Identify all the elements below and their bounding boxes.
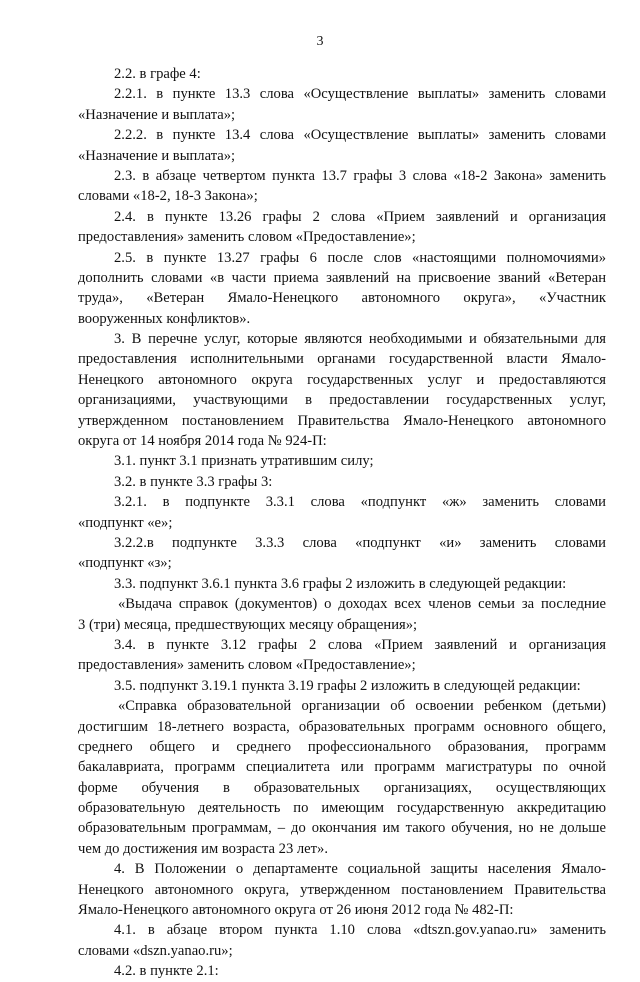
text-line: образовательным программам, – до окончания им такого обучения, но не дольше	[78, 820, 606, 837]
text-line: 2.2.1. в пункте 13.3 слова «Осуществление выплаты» заменить словами	[114, 86, 606, 103]
text-line: 2.2.2. в пункте 13.4 слова «Осуществление выплаты» заменить словами	[114, 127, 606, 144]
text-line: Ненецкого автономного округа государственных услуг и предоставляются	[78, 371, 606, 388]
text-line: 3.2.1. в подпункте 3.3.1 слова «подпункт «ж» заменить словами	[114, 494, 606, 511]
text-line: словами «18-2, 18-3 Закона»;	[78, 188, 258, 205]
text-line: чем до достижения им возраста 23 лет».	[78, 840, 328, 857]
text-line: утвержденном постановлением Правительства Ямало-Ненецкого автономного	[78, 412, 606, 429]
text-line: дополнить словами «в части приема заявлений на присвоение званий «Ветеран	[78, 269, 606, 286]
text-line: предоставления» заменить словом «Предоставление»;	[78, 229, 416, 246]
text-line: предоставления исполнительными органами государственной власти Ямало-	[78, 351, 606, 368]
text-line: 3.2.2.в подпункте 3.3.3 слова «подпункт «и» заменить словами	[114, 534, 606, 551]
text-line: 3.3. подпункт 3.6.1 пункта 3.6 графы 2 изложить в следующей редакции:	[114, 575, 567, 592]
text-line: «Назначение и выплата»;	[78, 147, 236, 164]
text-line: «подпункт «з»;	[78, 555, 172, 572]
text-line: словами «dszn.yanao.ru»;	[78, 942, 233, 959]
text-line: «Справка образовательной организации об освоении ребенком (детьми)	[118, 698, 606, 715]
text-line: 3 (три) месяца, предшествующих месяцу обращения»;	[78, 616, 418, 633]
text-line: 3.2. в пункте 3.3 графы 3:	[114, 473, 273, 490]
text-line: вооруженных конфликтов».	[78, 310, 251, 327]
text-line: 2.3. в абзаце четвертом пункта 13.7 графы 3 слова «18-2 Закона» заменить	[114, 167, 606, 184]
text-line: труда», «Ветеран Ямало-Ненецкого автономного округа», «Участник	[78, 290, 606, 307]
text-line: «подпункт «е»;	[78, 514, 173, 531]
text-line: «Назначение и выплата»;	[78, 106, 236, 123]
text-line: 3.4. в пункте 3.12 графы 2 слова «Прием заявлений и организация	[114, 636, 606, 653]
text-line: достигшим 18-летнего возраста, образовательных программ основного общего,	[78, 718, 606, 735]
text-line: среднего общего и среднего профессионального образования, программ	[78, 738, 606, 755]
text-line: 3.5. подпункт 3.19.1 пункта 3.19 графы 2 изложить в следующей редакции:	[114, 677, 581, 694]
text-line: образовательную деятельность по имеющим государственную аккредитацию	[78, 800, 606, 817]
text-line: 3.1. пункт 3.1 признать утратившим силу;	[114, 453, 374, 470]
text-line: организациями, участвующими в предоставлении государственных услуг,	[78, 392, 606, 409]
text-line: Ямало-Ненецкого автономного округа от 26 июня 2012 года № 482-П:	[78, 902, 514, 919]
text-line: 2.5. в пункте 13.27 графы 6 после слов «настоящими полномочиями»	[114, 249, 606, 266]
text-line: 4.2. в пункте 2.1:	[114, 963, 219, 980]
text-line: форме обучения в образовательных организациях, осуществляющих	[78, 779, 606, 796]
text-line: 2.2. в графе 4:	[114, 66, 201, 82]
text-line: «Выдача справок (документов) о доходах всех членов семьи за последние	[118, 596, 606, 613]
text-line: 4. В Положении о департаменте социальной защиты населения Ямало-	[114, 861, 606, 878]
text-line: округа от 14 ноября 2014 года № 924-П:	[78, 433, 327, 450]
text-line: 4.1. в абзаце втором пункта 1.10 слова «dtszn.gov.yanao.ru» заменить	[114, 922, 606, 939]
text-line: бакалавриата, программ специалитета или программ магистратуры по очной	[78, 759, 606, 776]
text-line: 2.4. в пункте 13.26 графы 2 слова «Прием заявлений и организация	[114, 208, 606, 225]
text-line: Ненецкого автономного округа, утвержденном постановлением Правительства	[78, 881, 606, 898]
page-number: 3	[316, 34, 324, 49]
document-body	[78, 64, 606, 982]
text-line: 3. В перечне услуг, которые являются необходимыми и обязательными для	[114, 331, 606, 348]
text-line: предоставления» заменить словом «Предоставление»;	[78, 657, 416, 674]
